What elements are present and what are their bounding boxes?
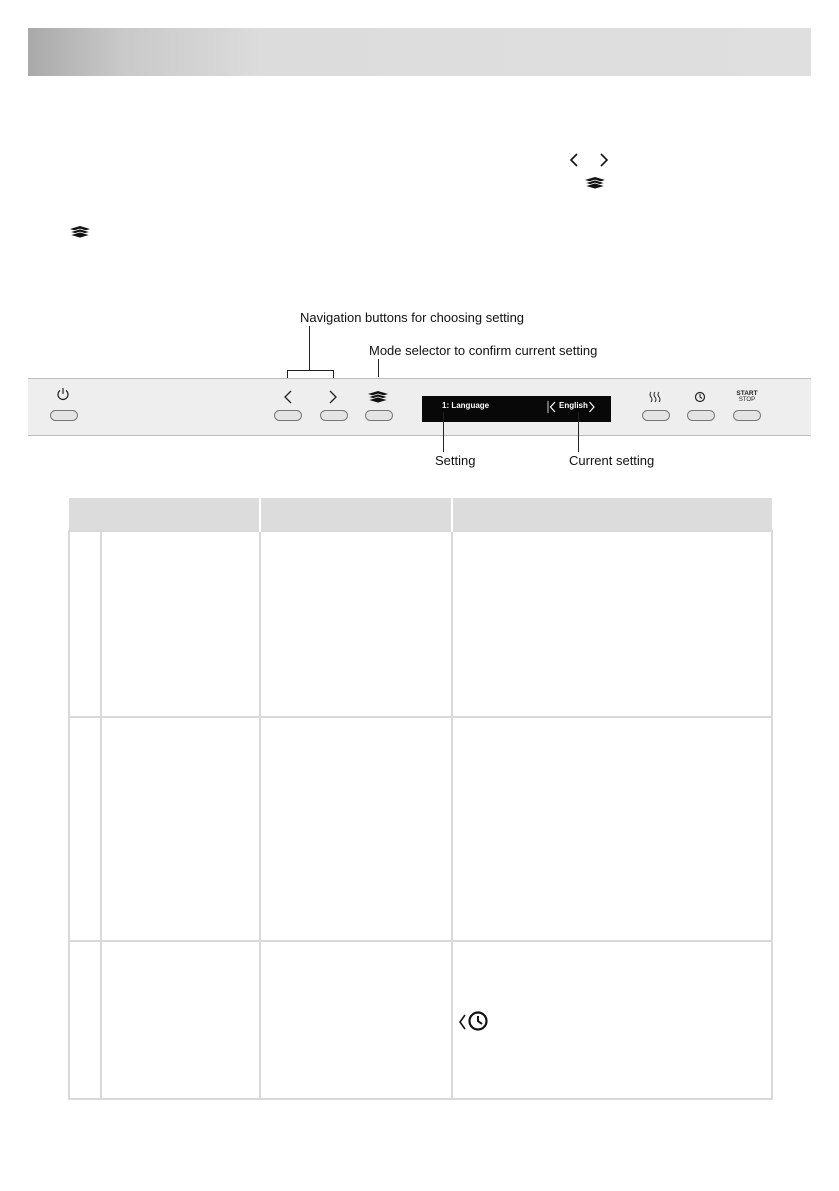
mode-selector-icon <box>367 390 389 403</box>
table-header-cell <box>69 498 260 531</box>
navigate-right-button[interactable] <box>320 410 348 421</box>
display-right-chevron-icon <box>588 400 596 414</box>
table-row <box>69 717 772 941</box>
table-header-row <box>69 498 772 531</box>
table-cell <box>260 531 452 717</box>
table-cell <box>69 941 101 1099</box>
control-panel <box>28 378 811 436</box>
table-cell <box>260 717 452 941</box>
mode-selector-button[interactable] <box>365 410 393 421</box>
settings-table <box>68 498 773 1100</box>
mode-selector-callout-stem <box>378 359 379 377</box>
navigation-callout-label: Navigation buttons for choosing setting <box>300 310 525 325</box>
stop-label: STOP <box>738 397 756 403</box>
table-row <box>69 941 772 1099</box>
current-setting-callout-stem <box>578 412 579 452</box>
control-display <box>422 396 611 422</box>
navigation-callout-left-tick <box>287 370 288 378</box>
navigation-callout-stem <box>309 326 310 370</box>
table-cell <box>101 717 260 941</box>
mode-selector-callout-label: Mode selector to confirm current setting <box>369 343 598 358</box>
table-cell <box>452 941 772 1099</box>
display-left-chevron-icon <box>547 400 557 414</box>
navigate-left-button[interactable] <box>274 410 302 421</box>
setting-callout-label: Setting <box>435 453 476 468</box>
clock-icon <box>694 391 706 403</box>
table-cell <box>69 717 101 941</box>
table-row <box>69 531 772 717</box>
current-setting-callout-label: Current setting <box>569 453 655 468</box>
table-header-cell <box>260 498 452 531</box>
table-header-cell <box>452 498 772 531</box>
delay-timer-button[interactable] <box>687 410 715 421</box>
left-chevron-icon <box>282 390 294 404</box>
table-cell <box>452 717 772 941</box>
table-cell <box>69 531 101 717</box>
mode-selector-icon <box>583 176 607 190</box>
table-cell <box>101 941 260 1099</box>
drying-icon <box>648 391 662 403</box>
right-chevron-icon <box>327 390 339 404</box>
section-header-bar <box>28 28 811 76</box>
start-label: START <box>736 390 758 397</box>
setting-callout-stem <box>443 412 444 452</box>
table-cell <box>260 941 452 1099</box>
drying-button[interactable] <box>642 410 670 421</box>
table-cell <box>101 531 260 717</box>
power-icon <box>56 387 70 401</box>
display-setting-text: 1: Language <box>442 401 490 410</box>
navigation-callout-bracket <box>287 370 334 371</box>
display-current-value: English <box>559 401 588 410</box>
table-cell <box>452 531 772 717</box>
start-stop-button[interactable] <box>733 410 761 421</box>
navigation-callout-right-tick <box>333 370 334 378</box>
left-chevron-clock-icon <box>457 1010 493 1034</box>
power-button[interactable] <box>50 410 78 421</box>
mode-selector-icon <box>68 225 92 239</box>
navigation-chevrons-icon <box>566 152 612 168</box>
